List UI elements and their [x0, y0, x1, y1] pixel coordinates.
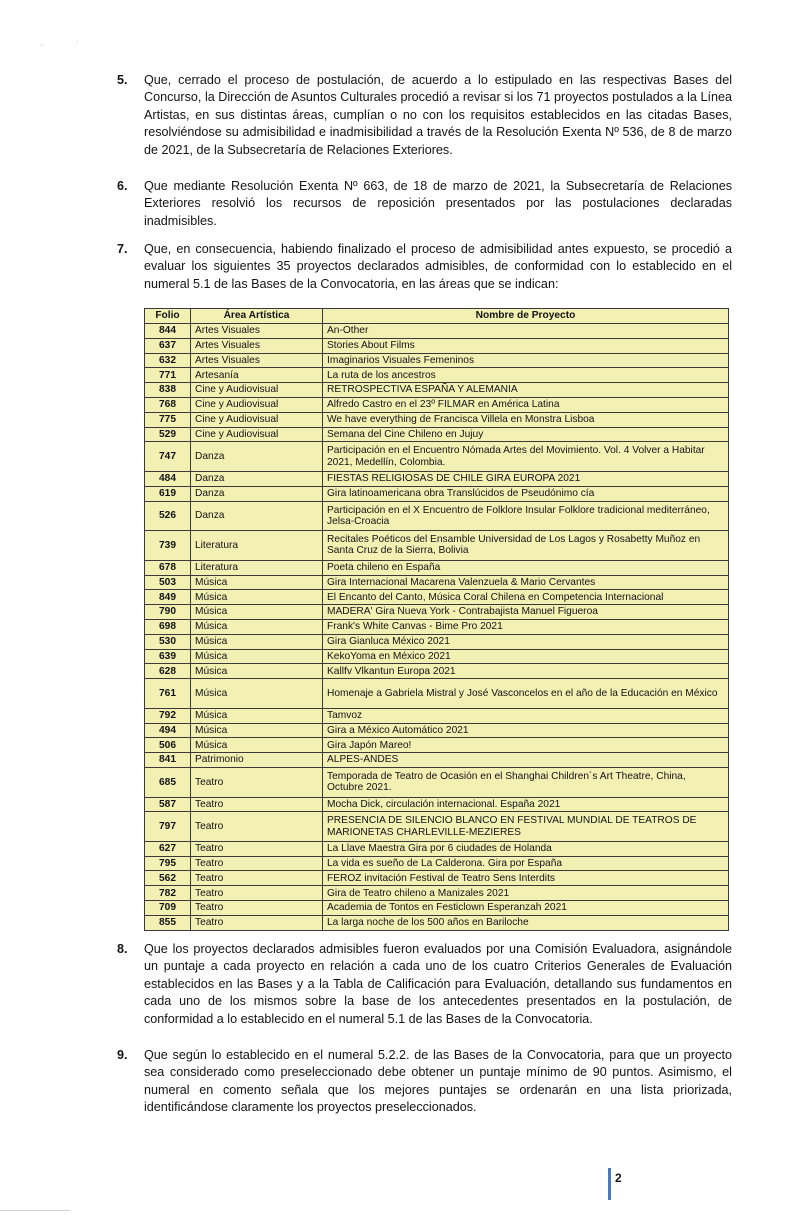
cell-area: Música: [191, 708, 323, 723]
cell-area: Teatro: [191, 871, 323, 886]
table-row: [145, 442, 729, 472]
table-row: [145, 590, 729, 605]
table-row: [145, 560, 729, 575]
cell-area: Cine y Audiovisual: [191, 412, 323, 427]
table-row: [145, 575, 729, 590]
cell-area: Artes Visuales: [191, 324, 323, 339]
cell-folio: 619: [145, 486, 191, 501]
cell-project-name: Poeta chileno en España: [323, 560, 729, 575]
table-row: [145, 619, 729, 634]
cell-folio: 494: [145, 723, 191, 738]
cell-project-name: Recitales Poéticos del Ensamble Universidad de Los Lagos y Rosabetty Muñoz en Santa Cruz de la Sierra, Bolivia: [323, 531, 729, 561]
cell-area: Danza: [191, 501, 323, 531]
table-row: [145, 708, 729, 723]
cell-project-name: Academia de Tontos en Festiclown Esperanzah 2021: [323, 901, 729, 916]
table-row: [145, 383, 729, 398]
cell-folio: 761: [145, 679, 191, 709]
cell-project-name: Temporada de Teatro de Ocasión en el Shanghai Children´s Art Theatre, China, Octubre 2021.: [323, 767, 729, 797]
cell-folio: 530: [145, 634, 191, 649]
cell-area: Artes Visuales: [191, 353, 323, 368]
cell-project-name: Tamvoz: [323, 708, 729, 723]
cell-area: Música: [191, 634, 323, 649]
cell-project-name: RETROSPECTIVA ESPAÑA Y ALEMANIA: [323, 383, 729, 398]
cell-project-name: Gira a México Automático 2021: [323, 723, 729, 738]
scan-mark: -: [40, 40, 44, 51]
cell-area: Teatro: [191, 901, 323, 916]
cell-folio: 526: [145, 501, 191, 531]
cell-folio: 739: [145, 531, 191, 561]
cell-project-name: Alfredo Castro en el 23º FILMAR en América Latina: [323, 397, 729, 412]
table-row: [145, 856, 729, 871]
paragraph-number: 5.: [117, 73, 128, 87]
page-number: [608, 1168, 628, 1200]
table-row: [145, 753, 729, 768]
header-folio: Folio: [145, 309, 191, 324]
page-number-text: 2: [615, 1171, 622, 1185]
cell-area: Música: [191, 664, 323, 679]
cell-area: Cine y Audiovisual: [191, 397, 323, 412]
cell-folio: 627: [145, 841, 191, 856]
cell-area: Cine y Audiovisual: [191, 383, 323, 398]
cell-folio: 484: [145, 471, 191, 486]
table-row: [145, 649, 729, 664]
cell-project-name: MADERA' Gira Nueva York - Contrabajista Manuel Figueroa: [323, 605, 729, 620]
cell-area: Música: [191, 679, 323, 709]
table-row: [145, 886, 729, 901]
paragraph-text: Que, cerrado el proceso de postulación, de acuerdo a lo estipulado en las respectivas Bases del Concurso, la Dirección de Asuntos Culturales procedió a revisar si los 71 proyectos postulados a la Línea Artistas, en sus distintas áreas, cumplían o no con los requisitos establecidos en las citadas Bases, resolviéndose su admisibilidad e inadmisibilidad a través de la Resolución Exenta Nº 536, de 8 de marzo de 2021, de la Subsecretaría de Relaciones Exteriores.: [144, 73, 732, 157]
cell-area: Teatro: [191, 797, 323, 812]
table-row: [145, 915, 729, 930]
cell-folio: 849: [145, 590, 191, 605]
cell-folio: 639: [145, 649, 191, 664]
cell-area: Música: [191, 723, 323, 738]
cell-project-name: La vida es sueño de La Calderona. Gira por España: [323, 856, 729, 871]
cell-folio: 698: [145, 619, 191, 634]
cell-folio: 632: [145, 353, 191, 368]
table-row: [145, 634, 729, 649]
cell-area: Teatro: [191, 812, 323, 842]
cell-area: Música: [191, 619, 323, 634]
cell-area: Música: [191, 590, 323, 605]
table-row: [145, 679, 729, 709]
cell-area: Artes Visuales: [191, 338, 323, 353]
cell-area: Danza: [191, 486, 323, 501]
table-row: [145, 412, 729, 427]
table-row: [145, 397, 729, 412]
cell-project-name: We have everything de Francisca Villela en Monstra Lisboa: [323, 412, 729, 427]
cell-area: Danza: [191, 471, 323, 486]
cell-folio: 637: [145, 338, 191, 353]
table-row: [145, 812, 729, 842]
header-project-name: Nombre de Proyecto: [323, 309, 729, 324]
projects-table: [144, 308, 729, 931]
cell-project-name: ALPES-ANDES: [323, 753, 729, 768]
cell-project-name: Participación en el Encuentro Nómada Artes del Movimiento. Vol. 4 Volver a Habitar 2021, Medellín, Colombia.: [323, 442, 729, 472]
table-row: [145, 664, 729, 679]
paragraph-number: 7.: [117, 242, 128, 256]
paragraph-text: Que, en consecuencia, habiendo finalizado el proceso de admisibilidad antes expuesto, se procedió a evaluar los siguientes 35 proyectos declarados admisibles, de conformidad con lo establecido en el numeral 5.1 de las Bases de la Convocatoria, en las áreas que se indican:: [144, 242, 732, 291]
table-row: [145, 738, 729, 753]
cell-area: Artesanía: [191, 368, 323, 383]
table-row: [145, 471, 729, 486]
cell-area: Literatura: [191, 560, 323, 575]
cell-folio: 709: [145, 901, 191, 916]
paragraph-number: 6.: [117, 179, 128, 193]
cell-project-name: La larga noche de los 500 años en Bariloche: [323, 915, 729, 930]
cell-folio: 775: [145, 412, 191, 427]
cell-folio: 562: [145, 871, 191, 886]
cell-area: Teatro: [191, 856, 323, 871]
paragraph-number: 9.: [117, 1048, 128, 1062]
cell-project-name: An-Other: [323, 324, 729, 339]
cell-area: Danza: [191, 442, 323, 472]
cell-project-name: Stories About Films: [323, 338, 729, 353]
table-row: [145, 901, 729, 916]
cell-folio: 844: [145, 324, 191, 339]
paragraph-number: 8.: [117, 942, 128, 956]
table-row: [145, 767, 729, 797]
cell-folio: 855: [145, 915, 191, 930]
cell-project-name: Gira latinoamericana obra Translúcidos de Pseudónimo cía: [323, 486, 729, 501]
table-row: [145, 871, 729, 886]
table-row: [145, 797, 729, 812]
paragraph-6: [117, 178, 732, 230]
table-row: [145, 427, 729, 442]
cell-project-name: Participación en el X Encuentro de Folklore Insular Folklore tradicional mediterráneo, Jelsa-Croacia: [323, 501, 729, 531]
cell-project-name: El Encanto del Canto, Música Coral Chilena en Competencia Internacional: [323, 590, 729, 605]
paragraph-text: Que los proyectos declarados admisibles fueron evaluados por una Comisión Evaluadora, asignándole un puntaje a cada proyecto en relación a cada uno de los cuatro Criterios Generales de Evaluación establecidos en las Bases y a la Tabla de Calificación para Evaluación, detallando sus fundamentos en cada uno de los mismos sobre la base de los antecedentes presentados en la postulación, de conformidad a lo establecido en el numeral 5.1 de las Bases de la Convocatoria.: [144, 942, 732, 1026]
cell-project-name: Gira Internacional Macarena Valenzuela & Mario Cervantes: [323, 575, 729, 590]
paragraph-5: [117, 72, 732, 159]
cell-project-name: Homenaje a Gabriela Mistral y José Vasconcelos en el año de la Educación en México: [323, 679, 729, 709]
cell-folio: 782: [145, 886, 191, 901]
cell-area: Literatura: [191, 531, 323, 561]
cell-project-name: FEROZ invitación Festival de Teatro Sens Interdits: [323, 871, 729, 886]
table-row: [145, 353, 729, 368]
table-row: [145, 605, 729, 620]
table-row: [145, 368, 729, 383]
paragraph-8: [117, 941, 732, 1028]
cell-folio: 797: [145, 812, 191, 842]
cell-project-name: Frank's White Canvas - Bime Pro 2021: [323, 619, 729, 634]
cell-folio: 747: [145, 442, 191, 472]
cell-project-name: Gira de Teatro chileno a Manizales 2021: [323, 886, 729, 901]
cell-area: Cine y Audiovisual: [191, 427, 323, 442]
cell-area: Patrimonio: [191, 753, 323, 768]
table-row: [145, 841, 729, 856]
cell-folio: 628: [145, 664, 191, 679]
cell-area: Música: [191, 575, 323, 590]
cell-project-name: Mocha Dick, circulación internacional. España 2021: [323, 797, 729, 812]
paragraph-7: [117, 241, 732, 293]
table-body: [145, 324, 729, 931]
cell-area: Teatro: [191, 886, 323, 901]
table-row: [145, 531, 729, 561]
cell-area: Música: [191, 649, 323, 664]
cell-project-name: La Llave Maestra Gira por 6 ciudades de Holanda: [323, 841, 729, 856]
page-number-bar: [608, 1168, 611, 1200]
cell-area: Música: [191, 605, 323, 620]
table-row: [145, 486, 729, 501]
bottom-rule: [0, 1210, 70, 1211]
cell-folio: 678: [145, 560, 191, 575]
scan-mark: .: [76, 34, 79, 45]
table-row: [145, 324, 729, 339]
table-row: [145, 338, 729, 353]
cell-project-name: La ruta de los ancestros: [323, 368, 729, 383]
cell-folio: 771: [145, 368, 191, 383]
paragraph-text: Que mediante Resolución Exenta Nº 663, de 18 de marzo de 2021, la Subsecretaría de Relaciones Exteriores resolvió los recursos de reposición presentados por las postulaciones declaradas inadmisibles.: [144, 179, 732, 228]
paragraph-text: Que según lo establecido en el numeral 5.2.2. de las Bases de la Convocatoria, para que un proyecto sea considerado como preseleccionado debe obtener un puntaje mínimo de 90 puntos. Asimismo, el numeral en comento señala que los mejores puntajes se ordenarán en una lista priorizada, identificándose claramente los proyectos preseleccionados.: [144, 1048, 732, 1115]
cell-folio: 790: [145, 605, 191, 620]
cell-area: Música: [191, 738, 323, 753]
cell-area: Teatro: [191, 767, 323, 797]
cell-project-name: Imaginarios Visuales Femeninos: [323, 353, 729, 368]
cell-project-name: Kallfv Vlkantun Europa 2021: [323, 664, 729, 679]
cell-project-name: PRESENCIA DE SILENCIO BLANCO EN FESTIVAL MUNDIAL DE TEATROS DE MARIONETAS CHARLEVILLE-MEZIERES: [323, 812, 729, 842]
cell-project-name: Gira Japón Mareo!: [323, 738, 729, 753]
paragraph-9: [117, 1047, 732, 1117]
cell-folio: 685: [145, 767, 191, 797]
cell-folio: 587: [145, 797, 191, 812]
cell-folio: 795: [145, 856, 191, 871]
table-row: [145, 501, 729, 531]
header-area: Área Artística: [191, 309, 323, 324]
cell-folio: 838: [145, 383, 191, 398]
cell-project-name: Gira Gianluca México 2021: [323, 634, 729, 649]
cell-project-name: Semana del Cine Chileno en Jujuy: [323, 427, 729, 442]
cell-folio: 768: [145, 397, 191, 412]
cell-folio: 792: [145, 708, 191, 723]
cell-project-name: FIESTAS RELIGIOSAS DE CHILE GIRA EUROPA 2021: [323, 471, 729, 486]
cell-folio: 506: [145, 738, 191, 753]
cell-folio: 841: [145, 753, 191, 768]
table-row: [145, 723, 729, 738]
cell-folio: 503: [145, 575, 191, 590]
cell-area: Teatro: [191, 841, 323, 856]
cell-area: Teatro: [191, 915, 323, 930]
cell-folio: 529: [145, 427, 191, 442]
cell-project-name: KekoYoma en México 2021: [323, 649, 729, 664]
